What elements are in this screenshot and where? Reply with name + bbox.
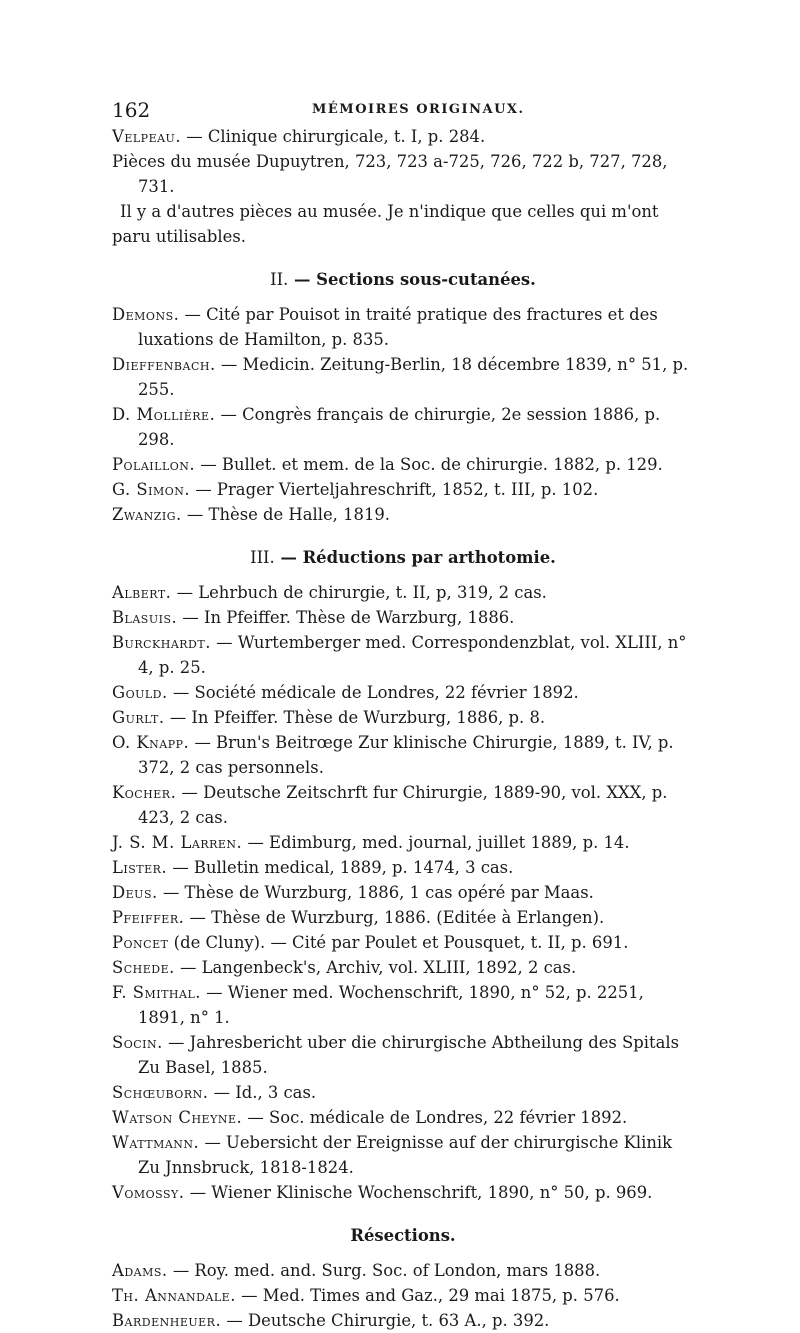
bibliography-entry — [112, 1105, 694, 1130]
reference-text: — Soc. médicale de Londres, 22 février 1892. — [242, 1108, 628, 1127]
author-name: Watson Cheyne. — [112, 1108, 243, 1127]
author-name: Poncet — [112, 933, 169, 952]
bibliography-entry — [112, 705, 694, 730]
author-name: Bardenheuer. — [112, 1311, 222, 1330]
sections-container — [112, 267, 694, 1333]
reference-text: — Deutsche Zeitschrft fur Chirurgie, 1889-90, vol. XXX, p. 423, 2 cas. — [138, 783, 668, 827]
bibliography-entry — [112, 880, 694, 905]
bibliography-entry — [112, 1130, 694, 1180]
bibliography-entry — [112, 930, 694, 955]
bibliography-entry — [112, 680, 694, 705]
bibliography-entry — [112, 352, 694, 402]
bibliography-entry — [112, 1030, 694, 1080]
page-number: 162 — [112, 98, 151, 122]
reference-text: — Med. Times and Gaz., 29 mai 1875, p. 576. — [235, 1286, 620, 1305]
bibliography-entry — [112, 855, 694, 880]
intro-reference — [112, 124, 694, 149]
author-name: Schede. — [112, 958, 175, 977]
bibliography-entry — [112, 1258, 694, 1283]
section-number: II. — [270, 270, 289, 289]
author-name: Vomossy. — [112, 1183, 185, 1202]
reference-text: (de Cluny). — Cité par Poulet et Pousquet, t. II, p. 691. — [168, 933, 629, 952]
running-title: MÉMOIRES ORIGINAUX. — [312, 102, 525, 117]
bibliography-entry — [112, 1283, 694, 1308]
reference-text: — Thèse de Wurzburg, 1886, 1 cas opéré par Maas. — [157, 883, 594, 902]
bibliography-entry — [112, 1080, 694, 1105]
bibliography-entry — [112, 502, 694, 527]
author-name: Schœuborn. — [112, 1083, 209, 1102]
author-name: Demons. — [112, 305, 180, 324]
reference-text: — In Pfeiffer. Thèse de Warzburg, 1886. — [177, 608, 515, 627]
bibliography-entry — [112, 452, 694, 477]
author-name: G. Simon. — [112, 480, 191, 499]
author-name: Wattmann. — [112, 1133, 200, 1152]
museum-pieces: Pièces du musée Dupuytren, 723, 723 a-725, 726, 722 b, 727, 728, 731. — [112, 152, 668, 196]
bibliography-entry — [112, 780, 694, 830]
reference-text: — Wurtemberger med. Correspondenzblat, vol. XLIII, n° 4, p. 25. — [138, 633, 687, 677]
section-title: — Réductions par arthotomie. — [280, 548, 556, 567]
bibliography-entry — [112, 1308, 694, 1333]
reference-text: — Wiener med. Wochenschrift, 1890, n° 52, p. 2251, 1891, n° 1. — [138, 983, 644, 1027]
bibliography-entry — [112, 302, 694, 352]
author-name: Polaillon. — [112, 455, 196, 474]
author-name: Velpeau. — [112, 127, 182, 146]
author-name: Deus. — [112, 883, 158, 902]
reference-text: — Wiener Klinische Wochenschrift, 1890, n° 50, p. 969. — [184, 1183, 653, 1202]
author-name: O. Knapp. — [112, 733, 190, 752]
author-name: D. Mollière. — [112, 405, 216, 424]
author-name: Albert. — [112, 583, 172, 602]
author-name: F. Smithal. — [112, 983, 201, 1002]
author-name: Socin. — [112, 1033, 163, 1052]
bibliography-entry — [112, 1180, 694, 1205]
bibliography-entry — [112, 730, 694, 780]
author-name: Blasuis. — [112, 608, 178, 627]
bibliography-entry — [112, 477, 694, 502]
intro-paragraph: Il y a d'autres pièces au musée. Je n'indique que celles qui m'ont paru utilisables. — [112, 202, 659, 246]
reference-text: — In Pfeiffer. Thèse de Wurzburg, 1886, p. 8. — [164, 708, 546, 727]
author-name: J. S. M. Larren. — [112, 833, 243, 852]
bibliography-entry — [112, 980, 694, 1030]
reference-text: — Bulletin medical, 1889, p. 1474, 3 cas. — [167, 858, 514, 877]
reference-text: — Thèse de Halle, 1819. — [181, 505, 391, 524]
bibliography-entry — [112, 955, 694, 980]
reference-text: — Id., 3 cas. — [208, 1083, 317, 1102]
reference-text: — Deutsche Chirurgie, t. 63 A., p. 392. — [221, 1311, 550, 1330]
author-name: Gould. — [112, 683, 168, 702]
reference-text: — Société médicale de Londres, 22 février 1892. — [167, 683, 579, 702]
reference-text: — Prager Vierteljahreschrift, 1852, t. III, p. 102. — [190, 480, 599, 499]
reference-text: — Congrès français de chirurgie, 2e session 1886, p. 298. — [138, 405, 661, 449]
reference-text: — Roy. med. and. Surg. Soc. of London, mars 1888. — [167, 1261, 601, 1280]
reference-text: — Jahresbericht uber die chirurgische Abtheilung des Spitals Zu Basel, 1885. — [138, 1033, 679, 1077]
author-name: Adams. — [112, 1261, 168, 1280]
reference-text: — Brun's Beitrœge Zur klinische Chirurgie, 1889, t. IV, p. 372, 2 cas personnels. — [138, 733, 674, 777]
author-name: Dieffenbach. — [112, 355, 216, 374]
bibliography-entry — [112, 402, 694, 452]
author-name: Burckhardt. — [112, 633, 211, 652]
section-heading — [112, 545, 694, 570]
section-number: III. — [250, 548, 275, 567]
author-name: Lister. — [112, 858, 168, 877]
reference-text: — Lehrbuch de chirurgie, t. II, p, 319, 2 cas. — [171, 583, 547, 602]
reference-text: — Medicin. Zeitung-Berlin, 18 décembre 1839, n° 51, p. 255. — [138, 355, 689, 399]
bibliography-entry — [112, 630, 694, 680]
reference-text: — Edimburg, med. journal, juillet 1889, p. 14. — [242, 833, 630, 852]
section-heading — [112, 1223, 694, 1248]
running-head — [112, 98, 692, 124]
author-name: Gurlt. — [112, 708, 165, 727]
bibliography-entry — [112, 830, 694, 855]
reference-text: — Cité par Pouisot in traité pratique des fractures et des luxations de Hamilton, p. 835. — [138, 305, 658, 349]
section-title: — Sections sous-cutanées. — [294, 270, 536, 289]
author-name: Th. Annandale. — [112, 1286, 236, 1305]
bibliography-entry — [112, 580, 694, 605]
reference-text: — Bullet. et mem. de la Soc. de chirurgie. 1882, p. 129. — [195, 455, 663, 474]
bibliography-entry — [112, 605, 694, 630]
section-title: Résections. — [350, 1226, 456, 1245]
bibliography-entry — [112, 905, 694, 930]
author-name: Pfeiffer. — [112, 908, 185, 927]
section-heading — [112, 267, 694, 292]
reference-text: — Clinique chirurgicale, t. I, p. 284. — [181, 127, 486, 146]
author-name: Kocher. — [112, 783, 177, 802]
page-content — [112, 124, 694, 1333]
author-name: Zwanzig. — [112, 505, 182, 524]
reference-text: — Uebersicht der Ereignisse auf der chirurgische Klinik Zu Jnnsbruck, 1818-1824. — [138, 1133, 673, 1177]
reference-text: — Langenbeck's, Archiv, vol. XLIII, 1892, 2 cas. — [174, 958, 577, 977]
reference-text: — Thèse de Wurzburg, 1886. (Editée à Erlangen). — [184, 908, 605, 927]
